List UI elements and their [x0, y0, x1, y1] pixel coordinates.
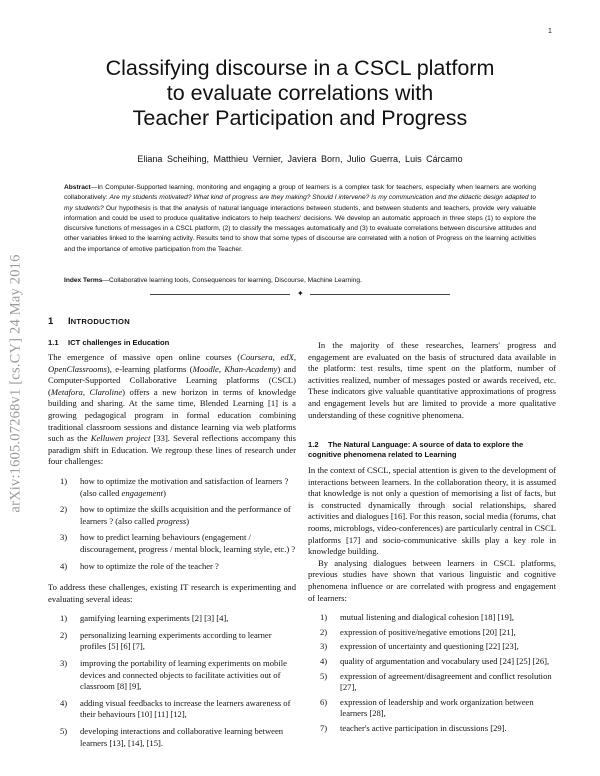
- section-heading-introduction: [48, 316, 130, 327]
- list-item: 3) improving the portability of learning experiments on mobile devices and connected objects to facilitate activities out of classroom [8] [9],: [60, 658, 287, 692]
- section-title-rest: NTRODUCTION: [70, 317, 131, 326]
- separator-diamond-icon: ✦: [297, 289, 304, 298]
- column-right-cont: [308, 465, 556, 734]
- abstract-text-cont: Our hypothesis is that the analysis of natural language interactions between students, and between students and teachers, provide very valuable information and could be used to produce qualitative indicators to help teachers' decisions. We develop an automatic approach in three steps (1) to explore the discursive functions of messages in a CSCL platform, (2) to classify the messages automatically and (3) to evaluate correlations between discursive attitudes and other variables linked to the learning activity. Results tend to show that some types of discourse are correlated with a notion of Progress on the learning activities and the importance of emotive participation from the Teacher.: [64, 204, 537, 253]
- separator-rule-right: [310, 294, 450, 295]
- index-terms-label: Index Terms: [64, 277, 103, 284]
- list-item: 6) expression of leadership and work organization between learners [28],: [320, 696, 534, 719]
- list-item: 2) expression of positive/negative emotions [20] [21],: [320, 626, 516, 637]
- challenges-list: [48, 476, 296, 572]
- section-number: 1: [48, 316, 54, 327]
- subsection-title: ICT challenges in Education: [68, 338, 170, 347]
- abstract-label: Abstract: [64, 184, 91, 191]
- title-line: Teacher Participation and Progress: [132, 106, 468, 130]
- arxiv-identifier: arXiv:1605.07268v1 [cs.CY] 24 May 2016: [7, 254, 24, 513]
- ideas-list: [48, 613, 296, 749]
- index-terms: [64, 276, 536, 286]
- separator-rule-left: [150, 294, 290, 295]
- subsection-heading-1-1: [48, 338, 296, 348]
- list-item: 4) how to optimize the role of the teacher ?: [60, 560, 219, 571]
- abstract-text: —In Computer-Supported learning, monitoring and engaging a group of learners is a complex task for teachers, especially when learners are working collaboratively:: [64, 184, 536, 202]
- column-left: [48, 352, 296, 749]
- paragraph: The emergence of massive open online courses (Coursera, edX, OpenClassrooms), e-learning platforms (Moodle, Khan-Academy) and Computer-Supported Collaborative Learning platforms (CSCL) (Metafora, Claroline) offers a new horizon in terms of knowledge building and sharing. At the same time, Blended Learning [1] is a growing pedagogical program in formal education combining traditional classroom sessions and distance learning via web platforms such as the Kelluwen project [33]. Several reflections accompany this paradigm shift in Education. We regroup these lines of research under four challenges:: [48, 352, 297, 467]
- column-right: [308, 340, 556, 421]
- section-title-initial: I: [68, 316, 71, 327]
- list-item: 2) personalizing learning experiments according to learner profiles [5] [6] [7],: [60, 629, 272, 652]
- list-item: 1) mutual listening and dialogical cohesion [18] [19],: [320, 612, 514, 623]
- title-line: to evaluate correlations with: [166, 81, 434, 105]
- paragraph: To address these challenges, existing IT research is experimenting and evaluating several ideas:: [48, 582, 296, 604]
- abstract: [64, 183, 536, 255]
- page-number: 1: [548, 28, 552, 35]
- list-item: 1) gamifying learning experiments [2] [3] [4],: [60, 613, 229, 624]
- abstract-questions: Are my students motivated? What kind of progress are they making? Should I intervene? Is my communication and the didactic design adapted to my students?: [64, 194, 536, 212]
- list-item: 7) teacher's active participation in discussions [29].: [320, 722, 507, 733]
- paragraph: By analysing dialogues between learners in CSCL platforms, previous studies have shown that various linguistic and cognitive phenomena influence or are correlated with progress and engagement of learners:: [308, 557, 556, 603]
- list-item: 4) quality of argumentation and vocabulary used [24] [25] [26],: [320, 655, 550, 666]
- subsection-number: 1.2: [308, 440, 319, 449]
- list-item: 5) developing interactions and collaborative learning between learners [13], [14], [15].: [60, 726, 284, 748]
- index-terms-text: —Collaborative learning tools, Consequences for learning, Discourse, Machine Learning.: [102, 277, 362, 284]
- title-line: Classifying discourse in a CSCL platform: [105, 56, 495, 80]
- list-item: 2) how to optimize the skills acquisition and the performance of learners ? (also called progress): [60, 504, 291, 526]
- list-item: 4) adding visual feedbacks to increase the learners awareness of their behaviours [10] [11] [12],: [60, 697, 291, 720]
- subsection-title: The Natural Language: A source of data to explore the cognitive phenomena related to Learning: [308, 440, 524, 459]
- subsection-number: 1.1: [48, 338, 59, 347]
- paragraph: In the context of CSCL, special attention is given to the development of interactions between learners. In the collaboration theory, it is assumed that knowledge is not only a question of memorising a list of facts, but is constructed dynamically through social relationships, shared activities and dialogues [16]. For this reason, social media (forums, chat rooms, microblogs, video-conferences) are particularly central in CSCL platforms [17] and socio-communicative skills play a key role in knowledge building.: [308, 465, 556, 557]
- list-item: 3) how to predict learning behaviours (engagement / discouragement, progress / mental block, learning style, etc.) ?: [60, 532, 296, 554]
- author-list: Eliana Scheihing, Matthieu Vernier, Javiera Born, Julio Guerra, Luis Cárcamo: [137, 154, 463, 164]
- list-item: 5) expression of agreement/disagreement and conflict resolution [27],: [320, 670, 552, 693]
- subsection-heading-1-2: [308, 440, 556, 460]
- phenomena-list: [308, 612, 556, 734]
- paragraph: In the majority of these researches, learners' progress and engagement are evaluated on the basis of structured data available in the platform: test results, time spent on the platform, number of activities realized, number of messages posted or awards received, etc. These indicators give valuable quantitative approximations of progress and engagement levels but are limited to provide a more qualitative understanding of these cognitive phenomena.: [308, 340, 556, 420]
- list-item: 1) how to optimize the motivation and satisfaction of learners ? (also called engagement): [60, 475, 289, 498]
- paper-title: [60, 56, 540, 131]
- list-item: 3) expression of uncertainty and questioning [22] [23],: [320, 641, 519, 652]
